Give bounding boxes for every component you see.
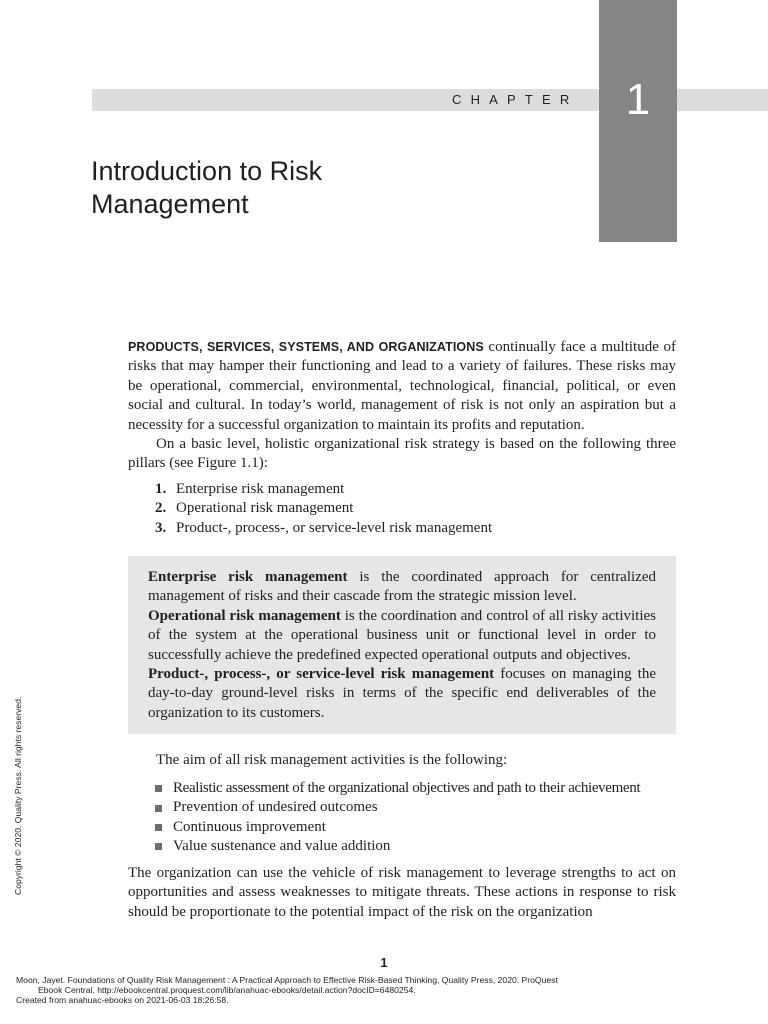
chapter-title-line-1: Introduction to Risk [91, 156, 323, 186]
list-item [155, 480, 492, 499]
chapter-title [91, 155, 322, 221]
aim-intro: The aim of all risk management activities is the following: [156, 752, 508, 768]
intro-paragraph-1 [128, 338, 676, 435]
definitions-box [128, 556, 676, 734]
list-item-text: Value sustenance and value addition [173, 838, 391, 855]
definition-operational [148, 607, 656, 665]
intro-lead-in: PRODUCTS, SERVICES, SYSTEMS, AND ORGANIZATIONS [128, 340, 484, 354]
pillars-list [155, 480, 492, 538]
citation-line-2: Ebook Central, http://ebookcentral.proquest.com/lib/anahuac-ebooks/detail.action?docID=6480254. [38, 985, 416, 995]
list-item [155, 798, 677, 817]
list-item-number: 2. [155, 500, 167, 517]
aim-list [155, 779, 677, 857]
square-bullet-icon [155, 805, 162, 812]
chapter-title-line-2: Management [91, 189, 249, 219]
definition-text: is the coordination and control of all risky activities of the system at the operational business unit or functional level in order to successfully achieve the predefined expected operational outputs and objectives. [148, 607, 656, 663]
list-item-text: Enterprise risk management [176, 481, 345, 497]
citation-line-3: Created from anahuac-ebooks on 2021-06-03 18:26:58. [16, 995, 229, 1005]
citation-line-1: Moon, Jayet. Foundations of Quality Risk Management : A Practical Approach to Effective Risk-Based Thinking, Quality Press, 2020. ProQuest [16, 975, 558, 985]
list-item-number: 3. [155, 519, 167, 536]
intro-section [128, 338, 676, 474]
page-number: 1 [380, 955, 388, 970]
definition-term: Enterprise risk management [148, 569, 348, 585]
list-item [155, 837, 677, 856]
list-item [155, 779, 677, 798]
definition-product-level [148, 665, 656, 723]
list-item-text: Prevention of undesired outcomes [173, 799, 378, 816]
list-item-text: Operational risk management [176, 500, 354, 517]
definition-text: focuses on managing the day-to-day ground-level risks in terms of the specific end deliverables of the organization to its customers. [148, 666, 656, 721]
square-bullet-icon [155, 843, 162, 850]
list-item-number: 1. [155, 481, 167, 497]
definition-text: is the coordinated approach for centralized management of risks and their cascade from the strategic mission level. [148, 569, 656, 605]
intro-paragraph-2: On a basic level, holistic organizational risk strategy is based on the following three pillars (see Figure 1.1): [128, 436, 676, 472]
citation-footer [16, 975, 756, 1005]
chapter-label: CHAPTER [452, 92, 579, 107]
definition-term: Product-, process-, or service-level risk management [148, 666, 495, 683]
closing-paragraph: The organization can use the vehicle of risk management to leverage strengths to act on opportunities and assess weaknesses to mitigate threats. These actions in response to risk should be proportionate to the potential impact of the risk on the organization [128, 865, 676, 920]
list-item-text: Realistic assessment of the organizational objectives and path to their achievement [173, 780, 641, 796]
list-item [155, 499, 492, 518]
chapter-number: 1 [625, 75, 651, 124]
square-bullet-icon [155, 824, 162, 831]
list-item [155, 818, 677, 837]
square-bullet-icon [155, 785, 162, 792]
definition-enterprise [148, 568, 656, 607]
list-item-text: Continuous improvement [173, 818, 326, 835]
list-item-text: Product-, process-, or service-level risk management [176, 519, 493, 536]
list-item [155, 519, 492, 538]
definition-term: Operational risk management [148, 607, 341, 624]
intro-paragraph-1-text: continually face a multitude of risks that may hamper their functioning and lead to a variety of failures. These risks may be operational, commercial, environmental, technological, financial, political, or even social and cultural. In today’s world, management of risk is not only an aspiration but a necessity for a successful organization to maintain its profits and reputation. [128, 339, 676, 433]
side-copyright-notice: Copyright © 2020. Quality Press. All rights reserved. [13, 696, 23, 895]
definitions-content [148, 568, 656, 723]
